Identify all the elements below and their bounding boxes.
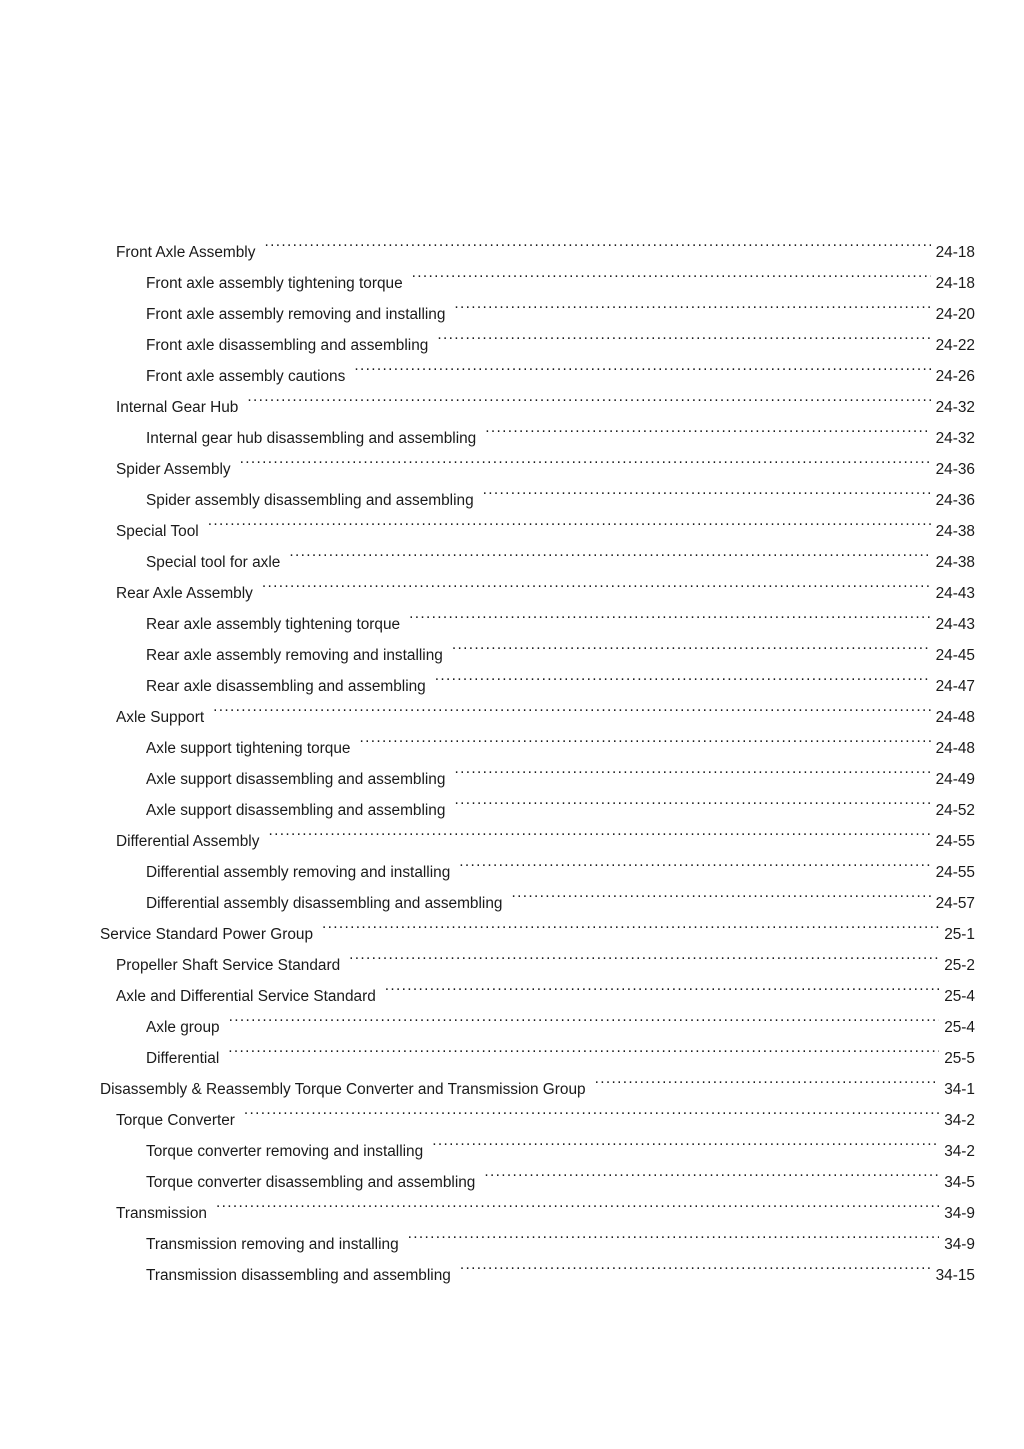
- toc-entry-page-number: 24-26: [935, 368, 975, 385]
- toc-entry-page-number: 24-18: [935, 244, 975, 261]
- toc-entry-title: Rear axle assembly tightening torque: [146, 616, 401, 633]
- toc-entry-title: Axle support disassembling and assembling: [146, 802, 446, 819]
- toc-entry[interactable]: [100, 795, 975, 826]
- toc-entry-title: Axle support disassembling and assembling: [146, 771, 446, 788]
- dot-leader: [322, 924, 939, 939]
- toc-entry[interactable]: [100, 423, 975, 454]
- toc-entry-title: Transmission disassembling and assembling: [146, 1267, 451, 1284]
- dot-leader: [247, 397, 930, 412]
- toc-entry[interactable]: [100, 764, 975, 795]
- dot-leader: [454, 769, 930, 784]
- dot-leader: [244, 1110, 939, 1125]
- toc-entry-page-number: 24-38: [935, 523, 975, 540]
- toc-entry-page-number: 34-2: [944, 1112, 975, 1129]
- toc-entry-title: Torque Converter: [116, 1112, 235, 1129]
- toc-entry[interactable]: [100, 1043, 975, 1074]
- dot-leader: [354, 366, 930, 381]
- toc-entry-title: Internal gear hub disassembling and assembling: [146, 430, 477, 447]
- toc-entry[interactable]: [100, 330, 975, 361]
- toc-entry[interactable]: [100, 609, 975, 640]
- toc-entry-page-number: 24-38: [935, 554, 975, 571]
- dot-leader: [409, 614, 931, 629]
- toc-entry-title: Rear axle disassembling and assembling: [146, 678, 426, 695]
- dot-leader: [262, 583, 931, 598]
- toc-entry-title: Internal Gear Hub: [116, 399, 239, 416]
- dot-leader: [208, 521, 931, 536]
- toc-entry[interactable]: [100, 1136, 975, 1167]
- toc-entry-title: Differential assembly disassembling and assembling: [146, 895, 503, 912]
- dot-leader: [385, 986, 939, 1001]
- dot-leader: [460, 1265, 931, 1280]
- toc-entry-title: Front axle disassembling and assembling: [146, 337, 429, 354]
- toc-entry[interactable]: [100, 361, 975, 392]
- toc-entry-title: Spider Assembly: [116, 461, 231, 478]
- toc-entry-page-number: 24-55: [935, 864, 975, 881]
- toc-entry-page-number: 24-45: [935, 647, 975, 664]
- dot-leader: [432, 1141, 939, 1156]
- toc-entry-page-number: 24-43: [935, 585, 975, 602]
- toc-entry[interactable]: [100, 454, 975, 485]
- toc-entry-title: Rear Axle Assembly: [116, 585, 253, 602]
- toc-entry-page-number: 24-48: [935, 740, 975, 757]
- dot-leader: [595, 1079, 940, 1094]
- toc-entry[interactable]: [100, 392, 975, 423]
- dot-leader: [454, 800, 930, 815]
- toc-entry[interactable]: [100, 547, 975, 578]
- toc-entry-title: Special Tool: [116, 523, 199, 540]
- toc-entry[interactable]: [100, 578, 975, 609]
- dot-leader: [485, 428, 930, 443]
- toc-entry[interactable]: [100, 733, 975, 764]
- dot-leader: [349, 955, 939, 970]
- toc-entry[interactable]: [100, 1198, 975, 1229]
- toc-entry-page-number: 34-15: [935, 1267, 975, 1284]
- dot-leader: [264, 242, 930, 257]
- toc-entry-page-number: 25-1: [944, 926, 975, 943]
- toc-entry-page-number: 24-36: [935, 461, 975, 478]
- toc-entry-title: Service Standard Power Group: [100, 926, 314, 943]
- toc-entry-page-number: 24-22: [935, 337, 975, 354]
- toc-entry[interactable]: [100, 237, 975, 268]
- toc-entry-title: Torque converter removing and installing: [146, 1143, 424, 1160]
- dot-leader: [240, 459, 931, 474]
- dot-leader: [228, 1048, 939, 1063]
- dot-leader: [483, 490, 931, 505]
- toc-entry-page-number: 24-32: [935, 399, 975, 416]
- toc-entry-page-number: 25-4: [944, 1019, 975, 1036]
- toc-entry-page-number: 34-2: [944, 1143, 975, 1160]
- toc-entry-title: Special tool for axle: [146, 554, 281, 571]
- toc-entry-page-number: 24-57: [935, 895, 975, 912]
- toc-entry-page-number: 24-49: [935, 771, 975, 788]
- toc-entry-title: Axle and Differential Service Standard: [116, 988, 376, 1005]
- toc-entry[interactable]: [100, 671, 975, 702]
- toc-entry-title: Front axle assembly tightening torque: [146, 275, 403, 292]
- dot-leader: [216, 1203, 939, 1218]
- dot-leader: [229, 1017, 940, 1032]
- toc-entry[interactable]: [100, 1074, 975, 1105]
- table-of-contents: [100, 237, 975, 1291]
- toc-entry-page-number: 25-4: [944, 988, 975, 1005]
- toc-entry-page-number: 24-32: [935, 430, 975, 447]
- toc-entry[interactable]: [100, 888, 975, 919]
- toc-entry[interactable]: [100, 1260, 975, 1291]
- toc-entry[interactable]: [100, 268, 975, 299]
- toc-entry-title: Spider assembly disassembling and assembling: [146, 492, 474, 509]
- dot-leader: [435, 676, 931, 691]
- toc-entry-title: Differential assembly removing and installing: [146, 864, 451, 881]
- toc-entry[interactable]: [100, 1167, 975, 1198]
- toc-entry-page-number: 24-20: [935, 306, 975, 323]
- toc-entry-title: Axle group: [146, 1019, 220, 1036]
- toc-entry-title: Torque converter disassembling and assembling: [146, 1174, 476, 1191]
- toc-entry-page-number: 25-5: [944, 1050, 975, 1067]
- dot-leader: [213, 707, 931, 722]
- toc-entry-page-number: 34-9: [944, 1205, 975, 1222]
- toc-entry[interactable]: [100, 1229, 975, 1260]
- toc-entry-title: Differential: [146, 1050, 220, 1067]
- dot-leader: [452, 645, 931, 660]
- toc-entry-title: Front Axle Assembly: [116, 244, 256, 261]
- toc-entry-title: Axle Support: [116, 709, 205, 726]
- toc-entry[interactable]: [100, 919, 975, 950]
- toc-entry-page-number: 24-48: [935, 709, 975, 726]
- dot-leader: [459, 862, 930, 877]
- toc-entry[interactable]: [100, 299, 975, 330]
- dot-leader: [289, 552, 930, 567]
- toc-entry-page-number: 25-2: [944, 957, 975, 974]
- dot-leader: [454, 304, 930, 319]
- dot-leader: [484, 1172, 939, 1187]
- toc-entry-page-number: 34-5: [944, 1174, 975, 1191]
- toc-entry-page-number: 24-43: [935, 616, 975, 633]
- toc-entry-title: Propeller Shaft Service Standard: [116, 957, 341, 974]
- dot-leader: [437, 335, 930, 350]
- toc-entry-page-number: 24-18: [935, 275, 975, 292]
- toc-entry[interactable]: [100, 516, 975, 547]
- dot-leader: [360, 738, 931, 753]
- toc-entry-title: Disassembly & Reassembly Torque Converter and Transmission Group: [100, 1081, 586, 1098]
- toc-entry-title: Differential Assembly: [116, 833, 260, 850]
- dot-leader: [412, 273, 931, 288]
- toc-entry[interactable]: [100, 826, 975, 857]
- toc-entry[interactable]: [100, 1105, 975, 1136]
- dot-leader: [408, 1234, 940, 1249]
- toc-entry-title: Front axle assembly removing and installing: [146, 306, 446, 323]
- dot-leader: [268, 831, 930, 846]
- toc-entry-page-number: 34-1: [944, 1081, 975, 1098]
- toc-entry-page-number: 34-9: [944, 1236, 975, 1253]
- toc-entry[interactable]: [100, 702, 975, 733]
- toc-entry[interactable]: [100, 485, 975, 516]
- toc-entry[interactable]: [100, 1012, 975, 1043]
- toc-entry[interactable]: [100, 640, 975, 671]
- dot-leader: [511, 893, 930, 908]
- toc-entry[interactable]: [100, 857, 975, 888]
- toc-entry[interactable]: [100, 950, 975, 981]
- toc-entry-title: Transmission removing and installing: [146, 1236, 399, 1253]
- toc-entry-page-number: 24-52: [935, 802, 975, 819]
- toc-entry-title: Rear axle assembly removing and installing: [146, 647, 443, 664]
- toc-entry[interactable]: [100, 981, 975, 1012]
- toc-entry-page-number: 24-36: [935, 492, 975, 509]
- toc-entry-title: Transmission: [116, 1205, 207, 1222]
- toc-entry-title: Front axle assembly cautions: [146, 368, 346, 385]
- toc-entry-page-number: 24-47: [935, 678, 975, 695]
- toc-entry-title: Axle support tightening torque: [146, 740, 351, 757]
- toc-entry-page-number: 24-55: [935, 833, 975, 850]
